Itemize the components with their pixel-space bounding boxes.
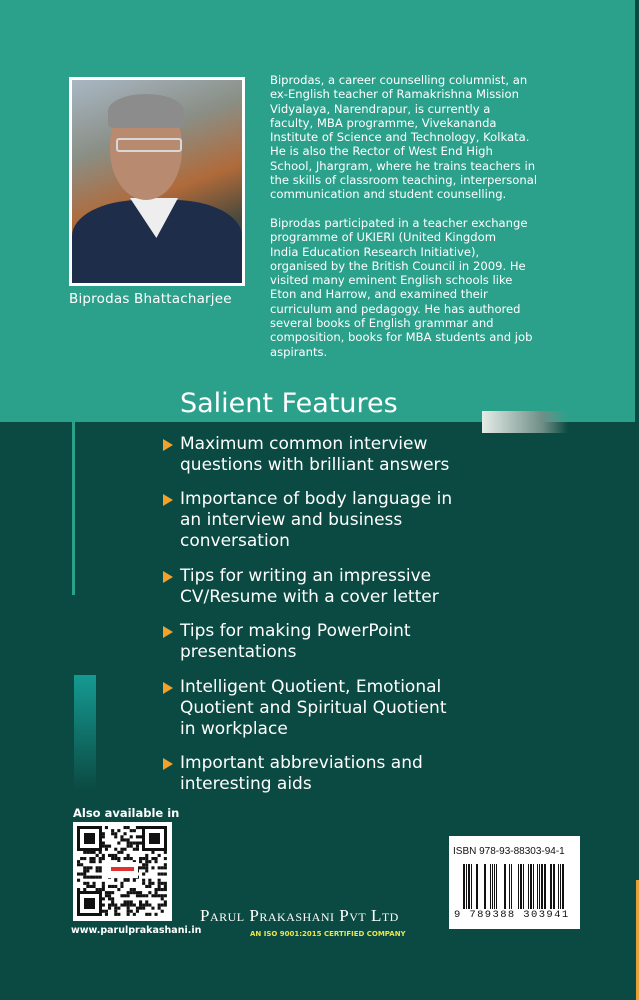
right-edge-strip [635, 0, 639, 1000]
bullet-triangle-icon [163, 439, 173, 451]
feature-item [163, 753, 423, 795]
feature-text: Important abbreviations and interesting aids [180, 753, 423, 794]
feature-item [163, 566, 439, 608]
feature-text: Tips for making PowerPoint presentations [180, 621, 411, 662]
feature-item [163, 489, 452, 552]
certification-text: AN ISO 9001:2015 CERTIFIED COMPANY [250, 930, 406, 938]
author-name: Biprodas Bhattacharjee [69, 291, 232, 307]
also-available-label: Also available in [73, 806, 180, 820]
feature-item [163, 621, 411, 663]
author-photo [69, 77, 245, 286]
author-bio-paragraph: Biprodas participated in a teacher exchange programme of UKIERI (United Kingdom India Education Research Initiative), organised by the British Council in 2009. He visited many eminent English schools like Eton and Harrow, and examined their curriculum and pedagogy. He has authored several books of English grammar and composition, books for MBA students and job aspirants. [270, 216, 533, 359]
feature-text: Tips for writing an impressive CV/Resume with a cover letter [180, 566, 439, 607]
decorative-vertical-line [72, 422, 75, 595]
bullet-triangle-icon [163, 494, 173, 506]
feature-text: Maximum common interview questions with brilliant answers [180, 434, 450, 475]
barcode-digits: 9 789388 303941 [454, 909, 570, 921]
isbn-label: ISBN 978-93-88303-94-1 [453, 846, 565, 857]
feature-item [163, 677, 446, 740]
website-link[interactable]: www.parulprakashani.in [71, 925, 202, 936]
bullet-triangle-icon [163, 626, 173, 638]
feature-text: Importance of body language in an interview and business conversation [180, 489, 453, 551]
features-title: Salient Features [180, 388, 398, 419]
author-bio-paragraph: Biprodas, a career counselling columnist, an ex-English teacher of Ramakrishna Mission Vidyalaya, Narendrapur, is currently a faculty, MBA programme, Vivekananda Institute of Science and Technology, Kolkata. He is also the Rector of West End High School, Jhargram, where he trains teachers in the skills of classroom teaching, interpersonal communication and student counselling. [270, 73, 538, 202]
feature-text: Intelligent Quotient, Emotional Quotient and Spiritual Quotient in workplace [180, 677, 447, 739]
bullet-triangle-icon [163, 758, 173, 770]
publisher-name: Parul Prakashani Pvt Ltd [200, 906, 399, 925]
feature-item [163, 434, 449, 476]
decorative-fade-bar [482, 411, 568, 433]
bullet-triangle-icon [163, 682, 173, 694]
qr-code[interactable] [73, 822, 172, 921]
bullet-triangle-icon [163, 571, 173, 583]
isbn-barcode [449, 836, 580, 929]
decorative-gradient-bar [74, 675, 96, 790]
